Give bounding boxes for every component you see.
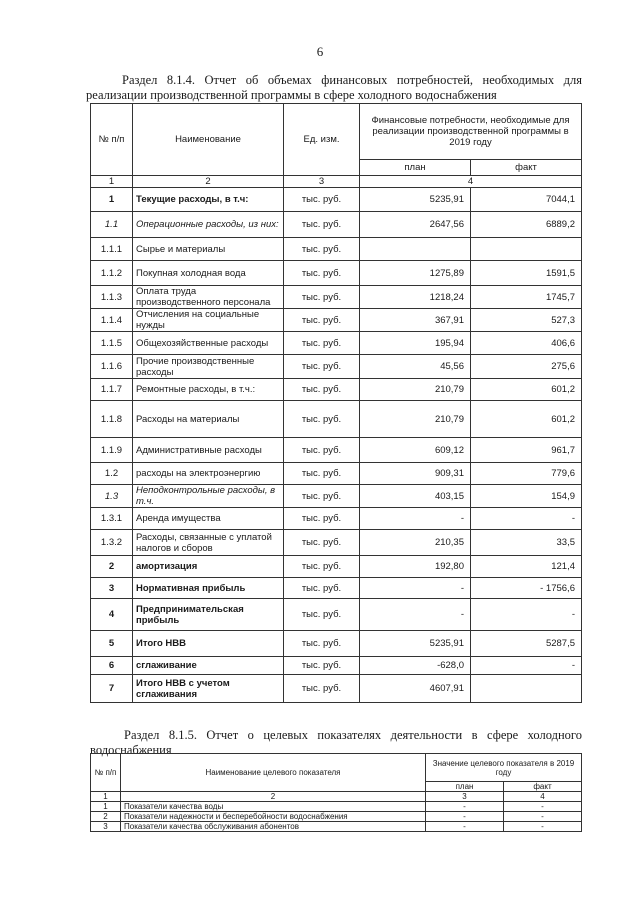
colnum: 2: [133, 176, 284, 188]
row-unit: тыс. руб.: [284, 286, 360, 309]
row-fact: 601,2: [471, 401, 582, 438]
row-fact: 601,2: [471, 379, 582, 401]
header-value: Значение целевого показателя в 2019 году: [426, 754, 582, 782]
row-name: Покупная холодная вода: [133, 261, 284, 286]
row-fact: 33,5: [471, 530, 582, 556]
header-name: Наименование: [133, 104, 284, 176]
colnum: 4: [504, 792, 582, 802]
row-name: Итого НВВ с учетом сглаживания: [133, 675, 284, 703]
target-indicators-table: [90, 753, 582, 832]
row-name: Прочие производственные расходы: [133, 355, 284, 379]
row-number: 7: [91, 675, 133, 703]
table-row: [91, 599, 582, 631]
column-number-row: [91, 792, 582, 802]
colnum: 3: [284, 176, 360, 188]
table-row: [91, 309, 582, 332]
row-name: Сырье и материалы: [133, 238, 284, 261]
row-unit: тыс. руб.: [284, 578, 360, 599]
table-row: [91, 355, 582, 379]
row-number: 3: [91, 822, 121, 832]
table-row: [91, 485, 582, 508]
row-number: 1.1.8: [91, 401, 133, 438]
row-number: 2: [91, 812, 121, 822]
table-row: [91, 286, 582, 309]
column-number-row: [91, 176, 582, 188]
row-fact: 154,9: [471, 485, 582, 508]
row-plan: 195,94: [360, 332, 471, 355]
row-fact: 1591,5: [471, 261, 582, 286]
table-row: [91, 261, 582, 286]
financial-rows: [91, 188, 582, 703]
colnum: 1: [91, 176, 133, 188]
row-name: Неподконтрольные расходы, в т.ч.: [133, 485, 284, 508]
row-fact: 406,6: [471, 332, 582, 355]
table-row: [91, 332, 582, 355]
row-unit: тыс. руб.: [284, 485, 360, 508]
table-row: [91, 508, 582, 530]
row-plan: 192,80: [360, 556, 471, 578]
row-fact: 5287,5: [471, 631, 582, 657]
row-unit: тыс. руб.: [284, 212, 360, 238]
colnum: 3: [426, 792, 504, 802]
header-plan: план: [426, 782, 504, 792]
row-fact: -: [504, 802, 582, 812]
row-name: Ремонтные расходы, в т.ч.:: [133, 379, 284, 401]
header-unit: Ед. изм.: [284, 104, 360, 176]
header-plan: план: [360, 160, 471, 176]
table-row: [91, 379, 582, 401]
row-unit: тыс. руб.: [284, 463, 360, 485]
row-name: Предпринимательская прибыль: [133, 599, 284, 631]
table-row: [91, 631, 582, 657]
row-fact: -: [504, 812, 582, 822]
row-number: 1.1.2: [91, 261, 133, 286]
row-plan: 5235,91: [360, 631, 471, 657]
row-unit: тыс. руб.: [284, 631, 360, 657]
row-plan: -: [360, 508, 471, 530]
table-row: [91, 578, 582, 599]
row-number: 1.3.2: [91, 530, 133, 556]
row-unit: тыс. руб.: [284, 188, 360, 212]
indicator-rows: [91, 802, 582, 832]
page-number: 6: [316, 44, 324, 59]
row-number: 3: [91, 578, 133, 599]
row-number: 1.1.3: [91, 286, 133, 309]
row-name: Итого НВВ: [133, 631, 284, 657]
row-plan: 2647,56: [360, 212, 471, 238]
row-number: 1.1.5: [91, 332, 133, 355]
colnum: 1: [91, 792, 121, 802]
row-plan: 210,79: [360, 379, 471, 401]
row-number: 1: [91, 802, 121, 812]
row-name: Операционные расходы, из них:: [133, 212, 284, 238]
row-number: 1.3.1: [91, 508, 133, 530]
table-row: [91, 812, 582, 822]
row-number: 1.1: [91, 212, 133, 238]
row-plan: 909,31: [360, 463, 471, 485]
row-plan: 5235,91: [360, 188, 471, 212]
row-number: 1.1.7: [91, 379, 133, 401]
row-unit: тыс. руб.: [284, 238, 360, 261]
table-row: [91, 802, 582, 812]
row-fact: [471, 238, 582, 261]
row-unit: тыс. руб.: [284, 530, 360, 556]
row-name: Показатели надежности и бесперебойности водоснабжения: [121, 812, 426, 822]
row-fact: 6889,2: [471, 212, 582, 238]
row-fact: [471, 675, 582, 703]
row-number: 6: [91, 657, 133, 675]
row-unit: тыс. руб.: [284, 508, 360, 530]
table-row: [91, 438, 582, 463]
section-8-1-4-title: Раздел 8.1.4. Отчет об объемах финансовых потребностей, необходимых для реализации производственной программы в сфере холодного водоснабжения: [86, 73, 582, 102]
row-unit: тыс. руб.: [284, 379, 360, 401]
row-unit: тыс. руб.: [284, 332, 360, 355]
row-unit: тыс. руб.: [284, 675, 360, 703]
row-plan: -628,0: [360, 657, 471, 675]
row-name: расходы на электроэнергию: [133, 463, 284, 485]
row-plan: -: [360, 578, 471, 599]
row-number: 1.1.6: [91, 355, 133, 379]
row-number: 4: [91, 599, 133, 631]
row-name: Показатели качества обслуживания абонентов: [121, 822, 426, 832]
row-name: амортизация: [133, 556, 284, 578]
table-row: [91, 238, 582, 261]
row-fact: 1745,7: [471, 286, 582, 309]
colnum: 2: [121, 792, 426, 802]
header-row: [91, 104, 582, 160]
row-unit: тыс. руб.: [284, 438, 360, 463]
row-plan: [360, 238, 471, 261]
row-fact: 121,4: [471, 556, 582, 578]
row-name: Расходы на материалы: [133, 401, 284, 438]
header-fact: факт: [504, 782, 582, 792]
table-row: [91, 212, 582, 238]
table-row: [91, 188, 582, 212]
row-name: Текущие расходы, в т.ч:: [133, 188, 284, 212]
row-plan: -: [426, 822, 504, 832]
row-number: 1.3: [91, 485, 133, 508]
row-plan: 1218,24: [360, 286, 471, 309]
header-num: № п/п: [91, 104, 133, 176]
row-fact: 7044,1: [471, 188, 582, 212]
header-name: Наименование целевого показателя: [121, 754, 426, 792]
table-row: [91, 675, 582, 703]
row-number: 1.1.9: [91, 438, 133, 463]
row-plan: -: [360, 599, 471, 631]
row-name: Оплата труда производственного персонала: [133, 286, 284, 309]
row-unit: тыс. руб.: [284, 355, 360, 379]
row-unit: тыс. руб.: [284, 599, 360, 631]
row-plan: 210,35: [360, 530, 471, 556]
row-plan: 210,79: [360, 401, 471, 438]
row-plan: 367,91: [360, 309, 471, 332]
financial-needs-table: [90, 103, 582, 703]
header-financial-needs: Финансовые потребности, необходимые для реализации производственной программы в 2019 году: [360, 104, 582, 160]
table-row: [91, 530, 582, 556]
row-plan: 609,12: [360, 438, 471, 463]
row-plan: 1275,89: [360, 261, 471, 286]
row-fact: 961,7: [471, 438, 582, 463]
table-row: [91, 463, 582, 485]
row-name: Административные расходы: [133, 438, 284, 463]
row-unit: тыс. руб.: [284, 657, 360, 675]
row-fact: -: [471, 599, 582, 631]
row-name: Показатели качества воды: [121, 802, 426, 812]
row-name: Аренда имущества: [133, 508, 284, 530]
row-name: Отчисления на социальные нужды: [133, 309, 284, 332]
row-number: 1.1.1: [91, 238, 133, 261]
header-fact: факт: [471, 160, 582, 176]
row-plan: -: [426, 812, 504, 822]
row-plan: 4607,91: [360, 675, 471, 703]
row-fact: -: [471, 657, 582, 675]
section-8-1-5-title: Раздел 8.1.5. Отчет о целевых показателях деятельности в сфере холодного водоснабжения: [90, 728, 582, 757]
header-num: № п/п: [91, 754, 121, 792]
row-name: сглаживание: [133, 657, 284, 675]
row-number: 1: [91, 188, 133, 212]
row-name: Нормативная прибыль: [133, 578, 284, 599]
row-unit: тыс. руб.: [284, 556, 360, 578]
row-plan: 403,15: [360, 485, 471, 508]
table-row: [91, 556, 582, 578]
header-row: [91, 754, 582, 782]
table-row: [91, 401, 582, 438]
row-number: 2: [91, 556, 133, 578]
row-fact: 527,3: [471, 309, 582, 332]
row-number: 5: [91, 631, 133, 657]
row-fact: -: [504, 822, 582, 832]
row-name: Расходы, связанные с уплатой налогов и сборов: [133, 530, 284, 556]
table-row: [91, 822, 582, 832]
row-unit: тыс. руб.: [284, 309, 360, 332]
row-fact: 779,6: [471, 463, 582, 485]
row-unit: тыс. руб.: [284, 261, 360, 286]
row-plan: 45,56: [360, 355, 471, 379]
table-row: [91, 657, 582, 675]
row-plan: -: [426, 802, 504, 812]
row-unit: тыс. руб.: [284, 401, 360, 438]
colnum: 4: [360, 176, 582, 188]
row-fact: 275,6: [471, 355, 582, 379]
row-fact: -: [471, 508, 582, 530]
row-fact: - 1756,6: [471, 578, 582, 599]
row-number: 1.1.4: [91, 309, 133, 332]
row-name: Общехозяйственные расходы: [133, 332, 284, 355]
row-number: 1.2: [91, 463, 133, 485]
